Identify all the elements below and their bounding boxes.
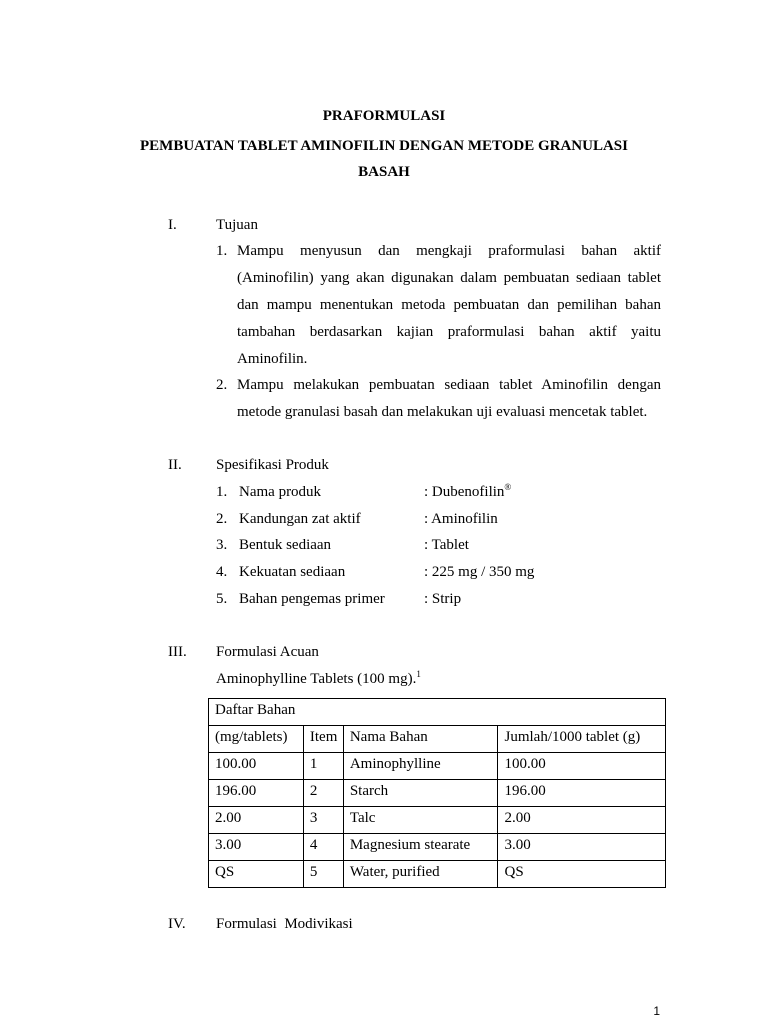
spec-label-strength: Kekuatan sediaan	[239, 564, 346, 580]
table-cell: 3.00	[498, 834, 666, 861]
table-row	[209, 807, 666, 834]
table-cell: 2.00	[209, 807, 304, 834]
table-cell: 5	[303, 861, 343, 888]
section-3-numeral: III.	[168, 644, 187, 660]
spec-value-text: : Dubenofilin	[424, 484, 505, 500]
spec-label-dosage-form: Bentuk sediaan	[239, 537, 332, 553]
table-cell: Water, purified	[343, 861, 498, 888]
document-title: PRAFORMULASI	[322, 108, 446, 124]
table-cell: QS	[209, 861, 304, 888]
table-cell: 100.00	[209, 753, 304, 780]
document-subtitle-continued: BASAH	[358, 164, 410, 180]
table-row	[209, 753, 666, 780]
spec-label-primary-packaging: Bahan pengemas primer	[239, 591, 385, 607]
table-cell: 196.00	[209, 780, 304, 807]
spec-value-active-ingredient: : Aminofilin	[424, 511, 498, 527]
objective-2-number: 2.	[216, 377, 228, 393]
header-mg-per-tablet: (mg/tablets)	[209, 726, 304, 753]
objective-1-line: dan mampu menentukan metoda pembuatan dan pemilihan bahan	[237, 297, 661, 313]
objective-1-line: tambahan berdasarkan kajian praformulasi bahan aktif yaitu	[237, 324, 661, 340]
spec-value-primary-packaging: : Strip	[424, 591, 462, 607]
section-1-heading: Tujuan	[216, 217, 258, 233]
objective-2-line: Mampu melakukan pembuatan sediaan tablet Aminofilin dengan	[237, 377, 661, 393]
section-2-heading: Spesifikasi Produk	[216, 457, 329, 473]
header-ingredient-name: Nama Bahan	[343, 726, 498, 753]
table-cell: 1	[303, 753, 343, 780]
spec-number: 1.	[216, 484, 228, 500]
section-2-numeral: II.	[168, 457, 182, 473]
spec-number: 3.	[216, 537, 228, 553]
section-4-heading: Formulasi Modivikasi	[216, 916, 353, 932]
spec-label-active-ingredient: Kandungan zat aktif	[239, 511, 361, 527]
section-3-heading: Formulasi Acuan	[216, 644, 319, 660]
objective-2-text	[237, 372, 661, 426]
table-cell: Magnesium stearate	[343, 834, 498, 861]
table-cell: 2	[303, 780, 343, 807]
spec-value-strength: : 225 mg / 350 mg	[424, 564, 535, 580]
objective-1-line: Aminofilin.	[237, 351, 308, 367]
table-cell: Talc	[343, 807, 498, 834]
table-cell: 4	[303, 834, 343, 861]
spec-label-product-name: Nama produk	[239, 484, 322, 500]
spec-value-product-name	[424, 484, 511, 501]
spec-number: 5.	[216, 591, 228, 607]
spec-number: 4.	[216, 564, 228, 580]
reference-formula-title	[216, 671, 421, 688]
table-row	[209, 834, 666, 861]
table-cell: 2.00	[498, 807, 666, 834]
table-row	[209, 861, 666, 888]
table-cell: Starch	[343, 780, 498, 807]
spec-value-dosage-form: : Tablet	[424, 537, 469, 553]
section-4-numeral: IV.	[168, 916, 186, 932]
header-item: Item	[303, 726, 343, 753]
table-row	[209, 780, 666, 807]
table-cell: QS	[498, 861, 666, 888]
objective-1-number: 1.	[216, 243, 228, 259]
section-1-numeral: I.	[168, 217, 177, 233]
objective-2-line: metode granulasi basah dan melakukan uji evaluasi mencetak tablet.	[237, 404, 648, 420]
table-cell: 100.00	[498, 753, 666, 780]
ingredients-table	[208, 698, 666, 888]
document-subtitle: PEMBUATAN TABLET AMINOFILIN DENGAN METODE GRANULASI	[140, 138, 628, 154]
table-header-row	[209, 726, 666, 753]
page-number: 1	[653, 1004, 660, 1018]
footnote-ref: 1	[416, 669, 421, 679]
table-cell: Aminophylline	[343, 753, 498, 780]
reference-formula-text: Aminophylline Tablets (100 mg).	[216, 671, 417, 687]
table-caption-row	[209, 699, 666, 726]
registered-mark: ®	[504, 482, 512, 492]
spec-number: 2.	[216, 511, 228, 527]
header-amount-per-1000: Jumlah/1000 tablet (g)	[498, 726, 666, 753]
table-caption: Daftar Bahan	[209, 699, 666, 726]
table-cell: 196.00	[498, 780, 666, 807]
objective-1-line: Mampu menyusun dan mengkaji praformulasi bahan aktif	[237, 243, 661, 259]
objective-1-text	[237, 238, 661, 373]
table-cell: 3.00	[209, 834, 304, 861]
objective-1-line: (Aminofilin) yang akan digunakan dalam pembuatan sediaan tablet	[237, 270, 661, 286]
table-cell: 3	[303, 807, 343, 834]
